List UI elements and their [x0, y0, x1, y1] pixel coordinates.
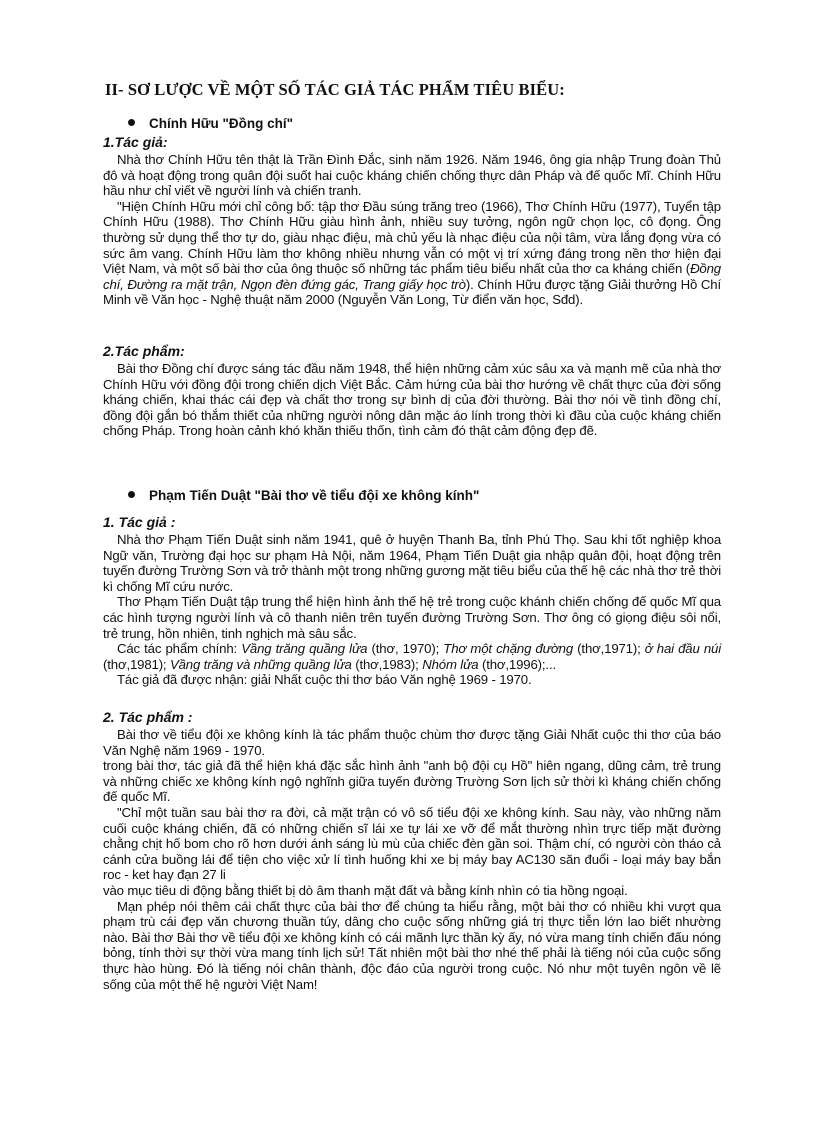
subheading-author: 1.Tác giả: [103, 134, 168, 150]
work-text: Mạn phép nói thêm cái chất thực của bài thơ để chúng ta hiểu rằng, một bài thơ có nhiều khi vượt qua phạm trù cái đẹp văn chương thuần túy, dâng cho cuộc sống những giá trị thực tiễn lớn lao biết nhường nào. Bài thơ Bài thơ về tiểu đội xe không kính có cái mãnh lực thần kỳ ấy, nó vừa mang tính chiến đấu nóng bỏng, tính thời sự thời vừa mang tính lịch sử! Tất nhiên một bài thơ nhé thế phải là tiếng nói của cuộc sống thực hào hùng. Đó là tiếng nói chân thành, độc đáo của người trong cuộc. Nó như một tuyên ngôn về lẽ sống của một thế hệ người Việt Nam! [103, 898, 721, 992]
text-run: (thơ,1971); [573, 641, 645, 657]
author-text: Nhà thơ Phạm Tiến Duật sinh năm 1941, quê ở huyện Thanh Ba, tỉnh Phú Thọ. Sau khi tốt nghiệp khoa Ngữ văn, Trường đại học sư phạm Hà Nội, năm 1964, Phạm Tiến Duật gia nhập quân đội, hoạt động trên tuyến đường Trường Sơn và trở thành một trong những gương mặt tiêu biểu của thế hệ các nhà thơ trẻ thời kì chống Mĩ cứu nước. [103, 532, 721, 594]
text-run: (thơ,1983); [351, 656, 423, 672]
paragraph [103, 532, 721, 688]
text-run: Các tác phẩm chính: [117, 641, 242, 657]
bullet-icon [128, 119, 135, 126]
subheading-work: 2.Tác phẩm: [103, 343, 185, 359]
text-run: (thơ,1981); [103, 656, 170, 672]
text-run: (thơ,1996);... [478, 656, 556, 672]
subheading-author: 1. Tác giả : [103, 514, 176, 530]
subheading-work: 2. Tác phẩm : [103, 709, 193, 725]
paragraph [103, 727, 721, 992]
italic-title: Vầng trăng và những quầng lửa [169, 656, 352, 672]
bullet-heading-chinh-huu [128, 116, 293, 131]
section-title: II- SƠ LƯỢC VỀ MỘT SỐ TÁC GIẢ TÁC PHẨM TIÊU BIỂU: [105, 80, 565, 99]
text-run: (thơ, 1970); [367, 641, 444, 657]
paragraph [103, 152, 721, 308]
work-text: "Chỉ một tuần sau bài thơ ra đời, cả mặt trận có vô số tiểu đội xe không kính. Sau này, vào những năm cuối cuộc kháng chiến, đã có những chiến sĩ lái xe tự lái xe vỡ để mắt thường nhìn trực tiếp mặt đường chằng chịt hố bom cho rõ hơn dưới ánh sáng lù mù của chiếc đèn gần soi. Thậm chí, có người còn tháo cả cánh cửa buồng lái để tiện cho việc xử lí tình huống khi xe bị máy bay AC130 săn đuổi - loại máy bay bắn roc - ket hay đạn 27 li [103, 804, 721, 883]
work-text: Bài thơ Đồng chí được sáng tác đầu năm 1948, thể hiện những cảm xúc sâu xa và mạnh mẽ của nhà thơ Chính Hữu với đồng đội trong chiến dịch Việt Bắc. Cảm hứng của bài thơ hướng về chất thực của đời sống kháng chiến, khai thác cái đẹp và chất thơ trong sự bình dị của đời thường. Bài thơ nói về tình đồng chí, đồng đội gắn bó thắm thiết của những người nông dân mặc áo lính trong thời kì đầu của cuộc kháng chiến chống Pháp. Trong hoàn cảnh khó khăn thiếu thốn, tình cảm đó thật cảm động đẹp đẽ. [103, 361, 721, 439]
heading-text: Chính Hữu "Đồng chí" [149, 116, 294, 131]
italic-title: Vầng trăng quầng lửa [241, 641, 368, 657]
work-text: Bài thơ về tiểu đội xe không kính là tác phẩm thuộc chùm thơ được tặng Giải Nhất cuộc thi thơ của báo Văn Nghệ năm 1969 - 1970. [103, 727, 721, 758]
italic-title: Nhóm lửa [422, 656, 479, 672]
text-run: ). Chính Hữu được tặng Giải thưởng Hồ Chí Minh về Văn học - Nghệ thuật năm 2000 (Nguyễn Văn Long, Từ điển văn học, Sđd). [103, 276, 721, 308]
paragraph [103, 361, 721, 439]
text-run: "Hiện Chính Hữu mới chỉ công bố: tập thơ Đầu súng trăng treo (1966), Thơ Chính Hữu (1977), Tuyển tập Chính Hữu (1988). Thơ Chính Hữu giàu hình ảnh, nhiều suy tưởng, ngôn ngữ chọn lọc, cô đọng. Ông thường sử dụng thể thơ tự do, giàu nhạc điệu, mà chủ yếu là nhạc điệu của nội tâm, vừa lắng đọng vừa có sức âm vang. Chính Hữu làm thơ không nhiều nhưng vẫn có một vị trí xứng đáng trong nền thơ hiện đại Việt Nam, và một số bài thơ của ông thuộc số những tác phẩm tiêu biểu nhất của thơ ca kháng chiến ( [103, 198, 721, 277]
work-text: vào mục tiêu di động bằng thiết bị dò âm thanh mặt đất và bằng kính nhìn có tia hồng ngoại. [103, 882, 628, 898]
work-text: trong bài thơ, tác giả đã thể hiện khá đặc sắc hình ảnh "anh bộ đội cụ Hồ" hiên ngang, dũng cảm, trẻ trung và những chiếc xe không kính ngộ nghĩnh giữa tuyến đường Trường Sơn lịch sử thời kì kháng chiến chống đế quốc Mĩ. [103, 758, 721, 805]
heading-text: Phạm Tiến Duật "Bài thơ về tiểu đội xe không kính" [149, 488, 480, 503]
award-text: Tác giả đã được nhận: giải Nhất cuộc thi thơ báo Văn nghệ 1969 - 1970. [117, 672, 532, 688]
bullet-icon [128, 491, 135, 498]
italic-titles: Đồng chí, Đường ra mặt trận, Ngọn đèn đứng gác, Trang giấy học trò [103, 261, 721, 292]
author-text: Thơ Phạm Tiến Duật tập trung thể hiện hình ảnh thế hệ trẻ trong cuộc khánh chiến chống đế quốc Mĩ qua các hình tượng người lính và cô thanh niên trên tuyến đường Trường Sơn. Thơ ông có giọng điệu sôi nổi, trẻ trung, hồn nhiên, tinh nghịch mà sâu sắc. [103, 594, 721, 641]
italic-title: Thơ một chặng đường [443, 641, 574, 657]
bullet-heading-pham-tien-duat [128, 488, 479, 503]
author-text: Nhà thơ Chính Hữu tên thật là Trần Đình Đắc, sinh năm 1926. Năm 1946, ông gia nhập Trung đoàn Thủ đô và hoạt động trong quân đội suốt hai cuộc kháng chiến chống thực dân Pháp và đế quốc Mĩ. Chính Hữu hầu như chỉ viết về người lính và chiến tranh. [103, 152, 721, 199]
italic-title: ở hai đầu núi [644, 641, 721, 657]
